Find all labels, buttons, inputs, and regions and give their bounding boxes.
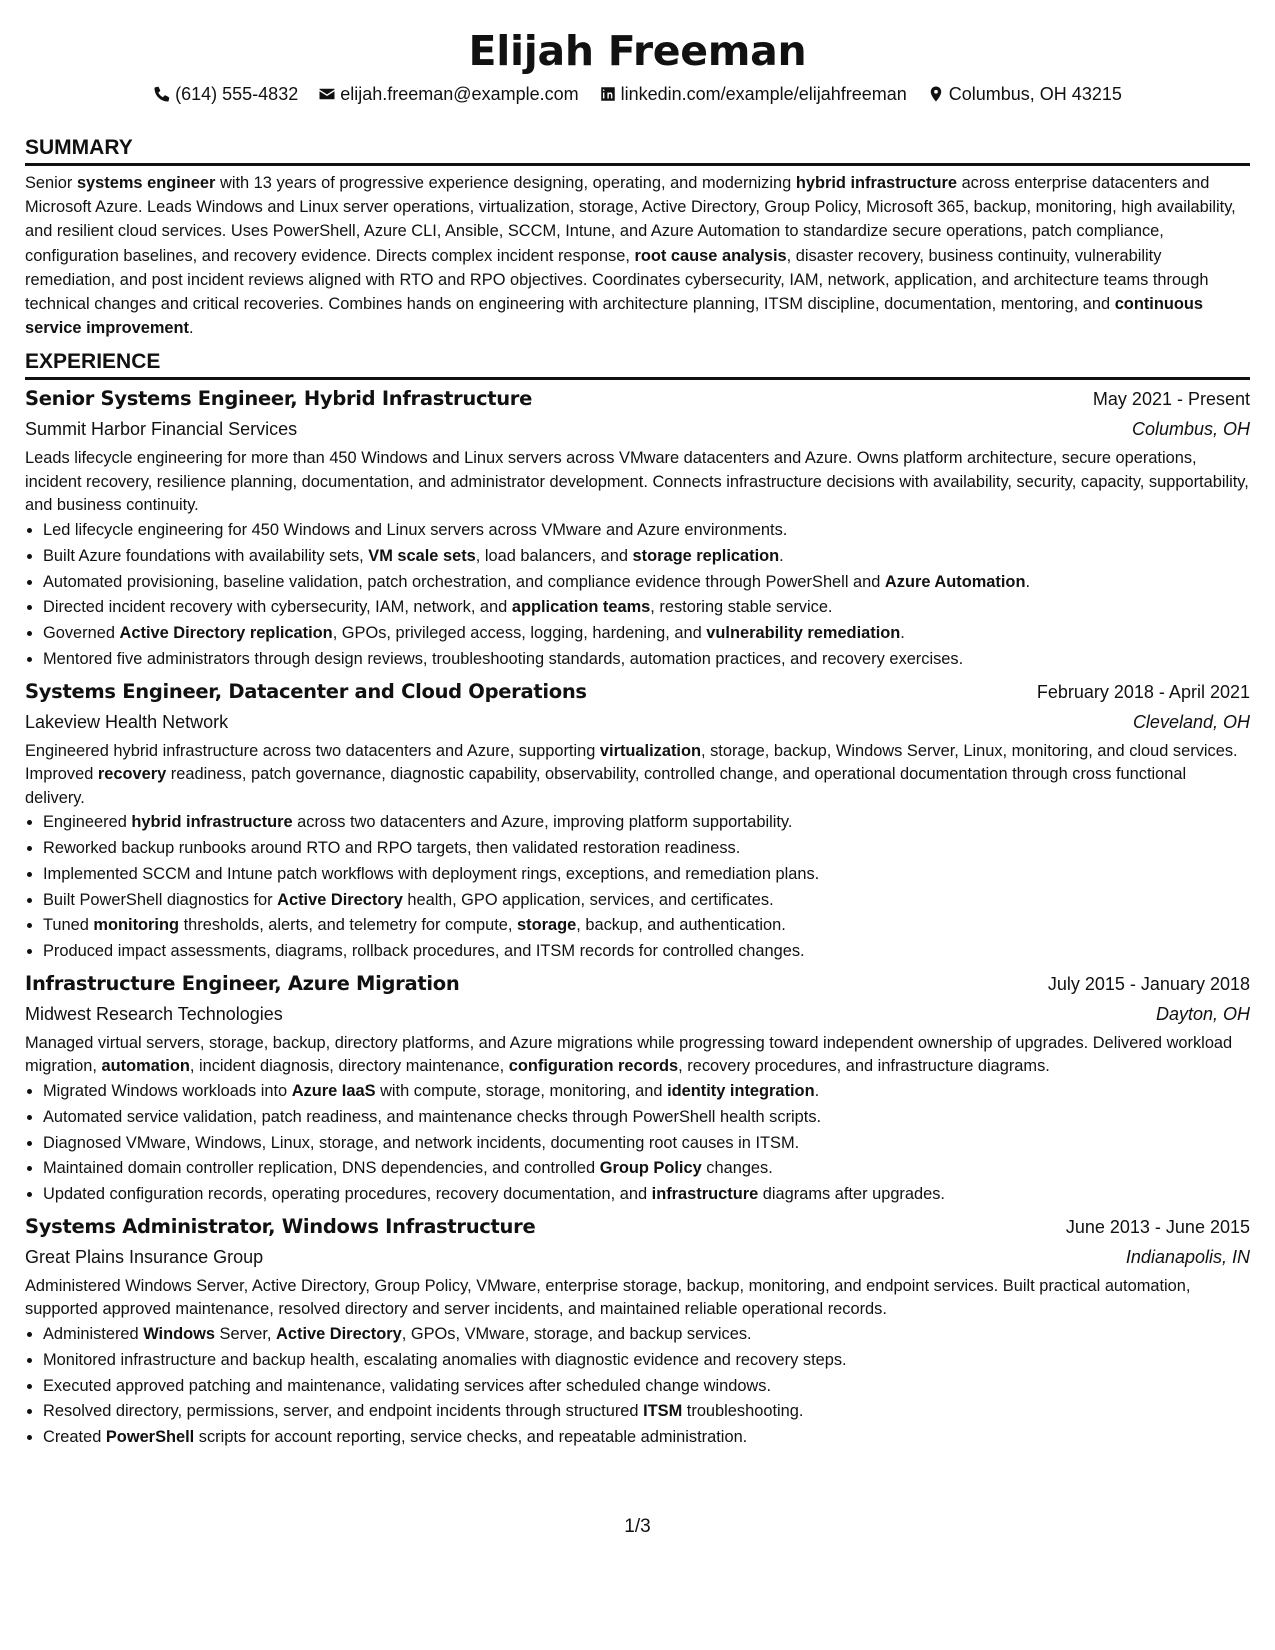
- phone-icon: [153, 85, 171, 103]
- job-entry: [25, 677, 1250, 965]
- bold-keyword: PowerShell: [105, 1428, 195, 1447]
- job-bullet: • Mentored five administrators through design reviews, troubleshooting standards, automation practices, and recovery exercises.: [43, 647, 1250, 673]
- bold-keyword: ITSM: [643, 1402, 683, 1421]
- bold-keyword: Azure IaaS: [291, 1081, 376, 1100]
- bold-keyword: vulnerability remediation: [706, 624, 901, 643]
- job-bullet: • Monitored infrastructure and backup health, escalating anomalies with diagnostic evidence and recovery steps.: [43, 1348, 1250, 1374]
- contact-email[interactable]: [318, 82, 578, 106]
- job-bullet: • Automated service validation, patch readiness, and maintenance checks through PowerShell health scripts.: [43, 1105, 1250, 1131]
- job-bullet: • Updated configuration records, operating procedures, recovery documentation, and infrastructure diagrams after upgrades.: [43, 1182, 1250, 1208]
- job-company: Midwest Research Technologies: [25, 1003, 283, 1024]
- job-company-row: [25, 1242, 1250, 1272]
- bold-keyword: identity integration: [667, 1081, 815, 1100]
- job-company: Lakeview Health Network: [25, 711, 229, 732]
- job-company-row: [25, 707, 1250, 737]
- bold-keyword: Windows: [143, 1324, 215, 1343]
- phone-text: (614) 555-4832: [175, 84, 299, 104]
- job-location: Columbus, OH: [1131, 419, 1250, 440]
- job-summary: Engineered hybrid infrastructure across two datacenters and Azure, supporting virtualization, storage, backup, Windows Server, Linux, monitoring, and cloud services. Improved recovery readiness, patch governance, diagnostic capability, observability, controlled change, and operational documentation through cross functional delivery.: [25, 741, 1238, 807]
- job-title: Systems Engineer, Datacenter and Cloud Operations: [25, 679, 587, 703]
- job-company-row: [25, 414, 1250, 444]
- linkedin-icon: [599, 85, 617, 103]
- job-bullets: [25, 1079, 1250, 1208]
- linkedin-text[interactable]: linkedin.com/example/elijahfreeman: [620, 84, 907, 104]
- job-bullets: [25, 1322, 1250, 1451]
- job-bullet: • Maintained domain controller replication, DNS dependencies, and controlled Group Policy changes.: [43, 1156, 1250, 1182]
- job-summary: Leads lifecycle engineering for more than 450 Windows and Linux servers across VMware datacenters and Azure. Owns platform architecture, secure operations, incident recovery, resilience planning, documentation, and administrator development. Connects infrastructure decisions with availability, security, capacity, supportability, and business continuity.: [25, 449, 1249, 515]
- job-company: Summit Harbor Financial Services: [25, 419, 298, 440]
- job-title: Systems Administrator, Windows Infrastructure: [25, 1214, 536, 1238]
- job-bullet: • Diagnosed VMware, Windows, Linux, storage, and network incidents, documenting root causes in ITSM.: [43, 1131, 1250, 1157]
- job-bullet: • Reworked backup runbooks around RTO and RPO targets, then validated restoration readiness.: [43, 836, 1250, 862]
- job-company: Great Plains Insurance Group: [25, 1246, 264, 1267]
- resume-page: [25, 0, 1250, 1650]
- bold-keyword: root cause analysis: [634, 246, 787, 265]
- bold-keyword: configuration records: [508, 1057, 679, 1076]
- bold-keyword: application teams: [511, 598, 651, 617]
- job-bullets: [25, 518, 1250, 673]
- bold-keyword: infrastructure: [651, 1185, 759, 1204]
- experience-list: [25, 384, 1250, 1451]
- contact-location: [927, 82, 1122, 106]
- job-header-row: [25, 969, 1250, 999]
- job-summary: Administered Windows Server, Active Directory, Group Policy, VMware, enterprise storage, backup, monitoring, and endpoint services. Built practical automation, supported approved maintenance, resolved directory and server incidents, and maintained reliable operational records.: [25, 1276, 1191, 1319]
- job-bullet: • Tuned monitoring thresholds, alerts, and telemetry for compute, storage, backup, and authentication.: [43, 913, 1250, 939]
- job-header-row: [25, 384, 1250, 414]
- email-text[interactable]: elijah.freeman@example.com: [340, 84, 579, 104]
- bold-keyword: hybrid infrastructure: [795, 174, 958, 192]
- job-bullet: • Directed incident recovery with cybersecurity, IAM, network, and application teams, restoring stable service.: [43, 595, 1250, 621]
- map-pin-icon: [927, 85, 945, 103]
- page-number: 1/3: [624, 1516, 651, 1537]
- job-header-row: [25, 1212, 1250, 1242]
- job-summary: Managed virtual servers, storage, backup, directory platforms, and Azure migrations while progressing toward independent ownership of upgrades. Delivered workload migration, automation, incident diagnosis, directory maintenance, configuration records, recovery procedures, and infrastructure diagrams.: [25, 1033, 1233, 1076]
- job-bullet: • Built PowerShell diagnostics for Active Directory health, GPO application, services, and certificates.: [43, 888, 1250, 914]
- summary-text: Senior systems engineer with 13 years of progressive experience designing, operating, and modernizing hybrid infrastructure across enterprise datacenters and Microsoft Azure. Leads Windows and Linux server operations, virtualization, storage, Active Directory, Group Policy, Microsoft 365, backup, monitoring, high availability, and resilient cloud services. Uses PowerShell, Azure CLI, Ansible, SCCM, Intune, and Azure Automation to standardize secure operations, patch compliance, configuration baselines, and recovery evidence. Directs complex incident response, root cause analysis, disaster recovery, business continuity, vulnerability remediation, and post incident reviews aligned with RTO and RPO objectives. Coordinates cybersecurity, IAM, network, application, and architecture teams through technical changes and critical recoveries. Combines hands on engineering with architecture planning, ITSM discipline, documentation, mentoring, and continuous service improvement.: [25, 174, 1236, 338]
- bold-keyword: storage replication: [632, 546, 780, 565]
- envelope-icon: [318, 85, 336, 103]
- job-bullet: • Administered Windows Server, Active Directory, GPOs, VMware, storage, and backup services.: [43, 1322, 1250, 1348]
- job-bullet: • Implemented SCCM and Intune patch workflows with deployment rings, exceptions, and remediation plans.: [43, 862, 1250, 888]
- job-bullet: • Engineered hybrid infrastructure across two datacenters and Azure, improving platform supportability.: [43, 810, 1250, 836]
- bold-keyword: VM scale sets: [368, 546, 476, 565]
- job-company-row: [25, 999, 1250, 1029]
- job-title: Infrastructure Engineer, Azure Migration: [25, 971, 460, 995]
- bold-keyword: recovery: [97, 765, 167, 784]
- job-entry: [25, 969, 1250, 1208]
- job-bullet: • Automated provisioning, baseline validation, patch orchestration, and compliance evidence through PowerShell and Azure Automation.: [43, 570, 1250, 596]
- experience-heading: EXPERIENCE: [25, 348, 1250, 380]
- location-text: Columbus, OH 43215: [948, 84, 1122, 104]
- contact-bar: [25, 82, 1250, 106]
- job-dates: July 2015 - January 2018: [1047, 973, 1250, 994]
- job-title: Senior Systems Engineer, Hybrid Infrastructure: [25, 387, 533, 411]
- job-bullet: • Led lifecycle engineering for 450 Windows and Linux servers across VMware and Azure environments.: [43, 518, 1250, 544]
- job-dates: May 2021 - Present: [1092, 389, 1250, 410]
- job-entry: [25, 384, 1250, 672]
- job-location: Cleveland, OH: [1132, 711, 1250, 732]
- job-bullets: [25, 810, 1250, 965]
- bold-keyword: Azure Automation: [884, 572, 1026, 591]
- contact-phone: [153, 82, 298, 106]
- job-bullet: • Migrated Windows workloads into Azure IaaS with compute, storage, monitoring, and identity integration.: [43, 1079, 1250, 1105]
- job-bullet: • Built Azure foundations with availability sets, VM scale sets, load balancers, and storage replication.: [43, 544, 1250, 570]
- bold-keyword: systems engineer: [76, 174, 216, 192]
- bold-keyword: Active Directory replication: [119, 624, 333, 643]
- contact-linkedin[interactable]: [599, 82, 907, 106]
- bold-keyword: hybrid infrastructure: [131, 813, 293, 832]
- bold-keyword: Group Policy: [599, 1159, 702, 1178]
- job-bullet: • Created PowerShell scripts for account reporting, service checks, and repeatable administration.: [43, 1425, 1250, 1451]
- job-bullet: • Executed approved patching and maintenance, validating services after scheduled change windows.: [43, 1374, 1250, 1400]
- job-dates: June 2013 - June 2015: [1065, 1216, 1250, 1237]
- job-dates: February 2018 - April 2021: [1036, 681, 1250, 702]
- bold-keyword: virtualization: [599, 741, 701, 760]
- job-bullet: • Produced impact assessments, diagrams, rollback procedures, and ITSM records for controlled changes.: [43, 939, 1250, 965]
- bold-keyword: automation: [101, 1057, 190, 1076]
- candidate-name: Elijah Freeman: [468, 27, 807, 75]
- job-location: Indianapolis, IN: [1125, 1246, 1250, 1267]
- job-entry: [25, 1212, 1250, 1451]
- bold-keyword: storage: [517, 916, 577, 935]
- bold-keyword: Active Directory: [277, 890, 403, 909]
- summary-heading: SUMMARY: [25, 134, 1250, 166]
- job-location: Dayton, OH: [1155, 1003, 1250, 1024]
- job-bullet: • Resolved directory, permissions, server, and endpoint incidents through structured ITSM troubleshooting.: [43, 1399, 1250, 1425]
- bold-keyword: monitoring: [93, 916, 180, 935]
- bold-keyword: continuous service improvement: [25, 295, 1204, 338]
- job-header-row: [25, 677, 1250, 707]
- job-bullet: • Governed Active Directory replication, GPOs, privileged access, logging, hardening, and vulnerability remediation.: [43, 621, 1250, 647]
- bold-keyword: Active Directory: [276, 1324, 402, 1343]
